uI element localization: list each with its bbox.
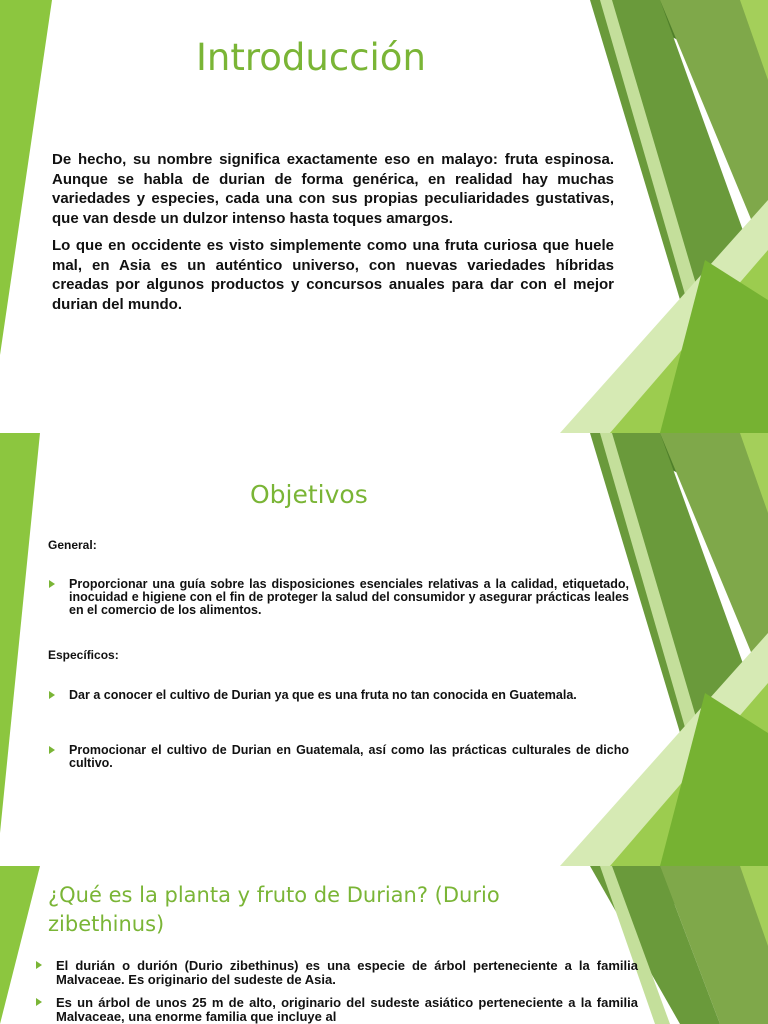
bullet-text: Dar a conocer el cultivo de Durian ya que es una fruta no tan conocida en Guatemala. [69, 688, 577, 702]
specific-label: Específicos: [48, 648, 119, 662]
bullet-text: Proporcionar una guía sobre las disposiciones esenciales relativas a la calidad, etiquetado, inocuidad e higiene con el fin de proteger la salud del consumidor y asegurar prácticas leales en el comercio de los alimentos. [69, 577, 629, 617]
arrow-bullet-icon [49, 580, 55, 588]
bullet-item [47, 578, 629, 617]
slide-introduccion [0, 0, 768, 433]
bullet-item [34, 996, 638, 1024]
bullet-text: Es un árbol de unos 25 m de alto, originario del sudeste asiático perteneciente a la familia Malvaceae, una enorme familia que incluye al [56, 995, 638, 1024]
arrow-bullet-icon [49, 691, 55, 699]
general-label: General: [48, 538, 97, 552]
arrow-bullet-icon [49, 746, 55, 754]
bullet-text: Promocionar el cultivo de Durian en Guatemala, así como las prácticas culturales de dicho cultivo. [69, 743, 629, 770]
bullet-text: El durián o durión (Durio zibethinus) es una especie de árbol perteneciente a la familia Malvaceae. Es originario del sudeste de Asia. [56, 958, 638, 987]
arrow-bullet-icon [36, 998, 42, 1006]
slide-title: Introducción [196, 36, 426, 79]
slide-title: Objetivos [250, 480, 368, 509]
slide-que-es-durian [0, 866, 768, 1024]
arrow-bullet-icon [36, 961, 42, 969]
bullet-item [47, 689, 629, 702]
bullet-item [34, 959, 638, 987]
slide-title: ¿Qué es la planta y fruto de Durian? (Durio zibethinus) [48, 883, 500, 936]
bullet-item [47, 744, 629, 770]
slide-objetivos [0, 433, 768, 866]
intro-text [52, 150, 614, 314]
intro-paragraph: De hecho, su nombre significa exactamente eso en malayo: fruta espinosa. Aunque se habla de durian de forma genérica, en realidad hay muchas variedades y especies, cada una con sus propias peculiaridades gustativas, que van desde un dulzor intenso hasta toques amargos. [52, 151, 614, 227]
intro-paragraph: Lo que en occidente es visto simplemente como una fruta curiosa que huele mal, en Asia es un auténtico universo, con nuevas variedades híbridas creadas por algunos productos y concursos anuales para dar con el mejor durian del mundo. [52, 237, 614, 313]
